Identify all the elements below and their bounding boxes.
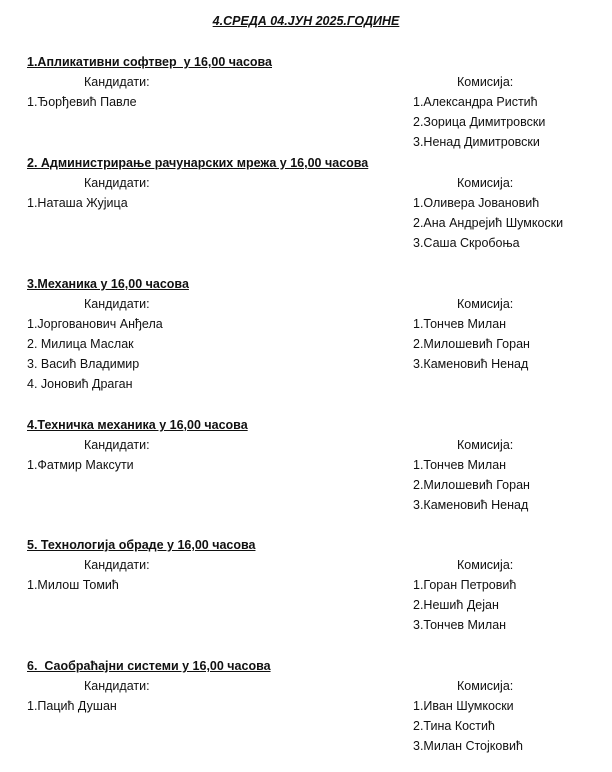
candidates-label: Кандидати:	[84, 679, 150, 693]
candidates-label: Кандидати:	[84, 75, 150, 89]
exam-section-2	[27, 153, 597, 250]
commission-list	[413, 455, 597, 515]
commission-member: 1.Горан Петровић	[413, 578, 517, 592]
exam-section-4	[27, 415, 597, 512]
exam-section-1	[27, 52, 597, 149]
commission-list	[413, 575, 597, 635]
commission-member: 1.Александра Ристић	[413, 95, 538, 109]
columns-header	[27, 294, 597, 314]
commission-label: Комисија:	[457, 176, 514, 190]
candidates-list	[27, 314, 397, 394]
candidate-item: 1.Јоргованович Анђела	[27, 317, 163, 331]
commission-member: 3.Милан Стојковић	[413, 739, 523, 753]
commission-member: 1.Оливера Јовановић	[413, 196, 540, 210]
candidates-list	[27, 92, 397, 112]
commission-member: 3.Ненад Димитровски	[413, 135, 540, 149]
columns-header	[27, 435, 597, 455]
candidates-list	[27, 193, 397, 213]
candidate-item: 4. Јоновић Драган	[27, 377, 133, 391]
commission-member: 2.Тина Костић	[413, 719, 495, 733]
commission-label: Комисија:	[457, 558, 514, 572]
candidate-item: 1.Фатмир Максути	[27, 458, 134, 472]
commission-list	[413, 696, 597, 756]
commission-label: Комисија:	[457, 679, 514, 693]
commission-member: 2.Милошевић Горан	[413, 478, 530, 492]
columns-header	[27, 555, 597, 575]
section-heading: 3.Механика у 16,00 часова	[27, 277, 189, 291]
commission-member: 3.Тончев Милан	[413, 618, 507, 632]
commission-list	[413, 193, 597, 253]
commission-member: 3.Саша Скробоња	[413, 236, 520, 250]
columns-header	[27, 72, 597, 92]
section-heading: 2. Администрирање рачунарских мрежа у 16,00 часова	[27, 156, 369, 170]
section-heading: 6. Саобраћајни системи у 16,00 часова	[27, 659, 271, 673]
commission-member: 2.Милошевић Горан	[413, 337, 530, 351]
commission-member: 1.Иван Шумкоски	[413, 699, 514, 713]
exam-section-5	[27, 535, 597, 632]
candidates-label: Кандидати:	[84, 438, 150, 452]
exam-section-3	[27, 274, 597, 391]
commission-member: 1.Тончев Милан	[413, 317, 507, 331]
commission-member: 3.Каменовић Ненад	[413, 357, 529, 371]
candidates-label: Кандидати:	[84, 176, 150, 190]
candidates-label: Кандидати:	[84, 297, 150, 311]
columns-header	[27, 676, 597, 696]
candidate-item: 1.Наташа Жујица	[27, 196, 128, 210]
candidate-item: 1.Ђорђевић Павле	[27, 95, 137, 109]
commission-member: 2.Зорица Димитровски	[413, 115, 546, 129]
commission-list	[413, 314, 597, 374]
commission-label: Комисија:	[457, 297, 514, 311]
candidate-item: 1.Пацић Душан	[27, 699, 117, 713]
candidates-list	[27, 575, 397, 595]
document-title: 4.СРЕДА 04.ЈУН 2025.ГОДИНЕ	[212, 14, 400, 28]
section-heading: 5. Технологија обраде у 16,00 часова	[27, 538, 256, 552]
candidates-list	[27, 455, 397, 475]
candidate-item: 1.Милош Томић	[27, 578, 119, 592]
candidates-list	[27, 696, 397, 716]
commission-label: Комисија:	[457, 438, 514, 452]
commission-list	[413, 92, 597, 152]
candidate-item: 2. Милица Маслак	[27, 337, 134, 351]
exam-section-6	[27, 656, 597, 753]
commission-member: 2.Нешић Дејан	[413, 598, 499, 612]
section-heading: 4.Техничка механика у 16,00 часова	[27, 418, 248, 432]
commission-label: Комисија:	[457, 75, 514, 89]
commission-member: 2.Ана Андрејић Шумкоски	[413, 216, 564, 230]
section-heading: 1.Апликативни софтвер у 16,00 часова	[27, 55, 273, 69]
candidate-item: 3. Васић Владимир	[27, 357, 140, 371]
commission-member: 1.Тончев Милан	[413, 458, 507, 472]
commission-member: 3.Каменовић Ненад	[413, 498, 529, 512]
columns-header	[27, 173, 597, 193]
candidates-label: Кандидати:	[84, 558, 150, 572]
